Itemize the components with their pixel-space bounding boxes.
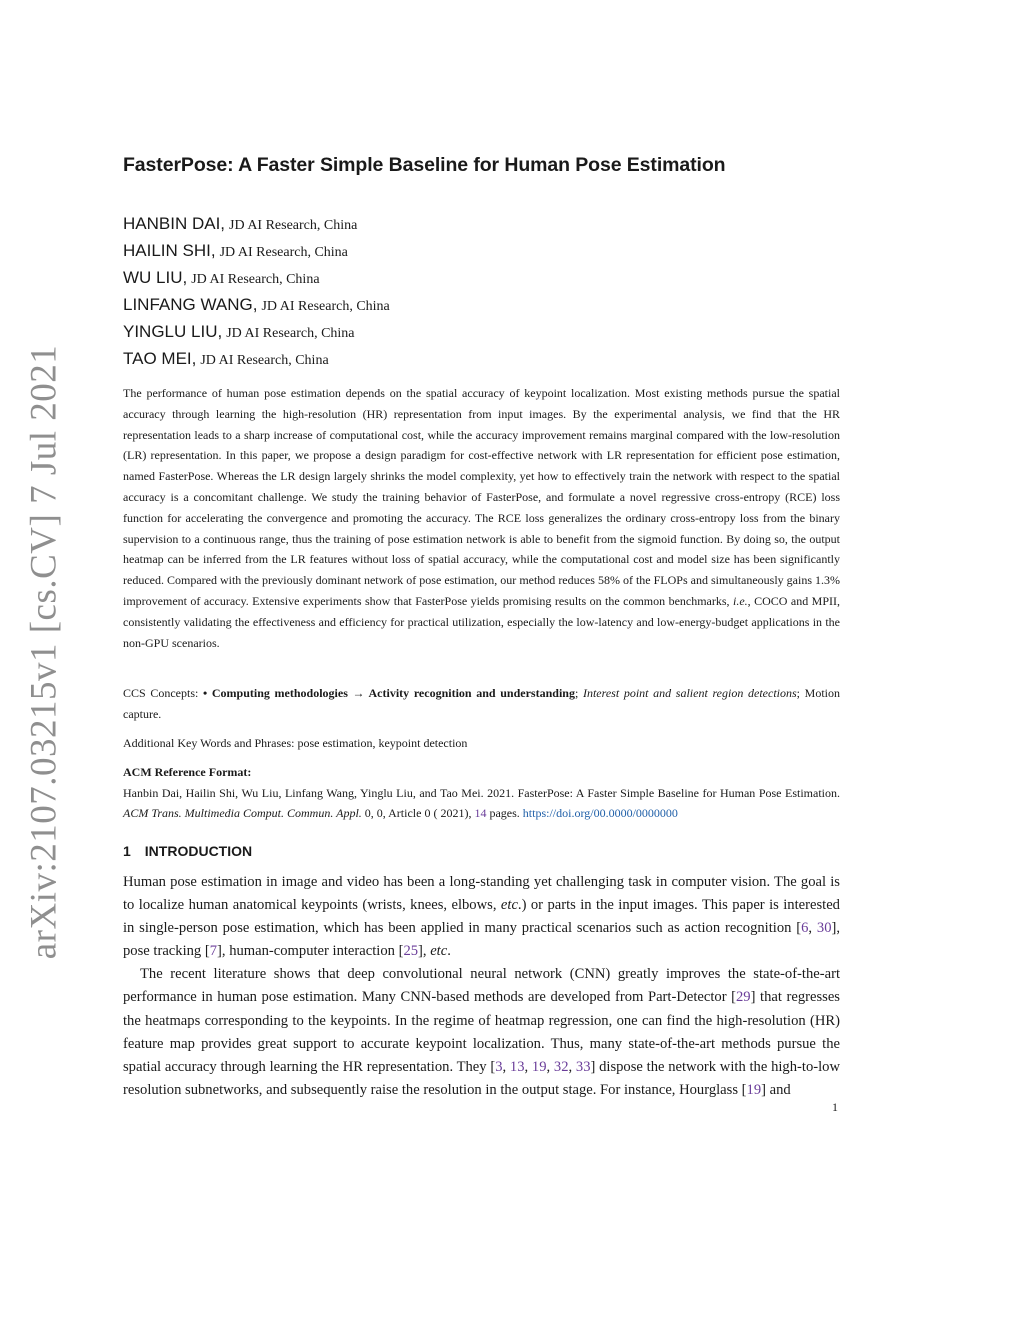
doi-link[interactable]: https://doi.org/00.0000/0000000 (522, 806, 678, 820)
abstract: The performance of human pose estimation depends on the spatial accuracy of keypoint localization. Most existing methods pursue the spatial accuracy through learning the high-resolution (HR) representation from input images. By the experimental analysis, we find that the HR representation leads to a sharp increase of computational cost, while the accuracy improvement remains marginal compared with the low-resolution (LR) representation. In this paper, we propose a design paradigm for cost-effective network with LR representation for efficient pose estimation, named FasterPose. Whereas the LR design largely shrinks the model complexity, yet how to effectively train the network with respect to the spatial accuracy is a concomitant challenge. We study the training behavior of FasterPose, and formulate a novel regressive cross-entropy (RCE) loss function for accelerating the convergence and promoting the accuracy. The RCE loss generalizes the ordinary cross-entropy loss from the binary supervision to a continuous range, thus the training of pose estimation network is able to benefit from the sigmoid function. By doing so, the output heatmap can be inferred from the LR features without loss of spatial accuracy, while the computational cost and model size has been significantly reduced. Compared with the previously dominant network of pose estimation, our method reduces 58% of the FLOPs and simultaneously gains 1.3% improvement of accuracy. Extensive experiments show that FasterPose yields promising results on the common benchmarks, i.e., COCO and MPII, consistently validating the effectiveness and efficiency for practical utilization, especially the low-latency and low-energy-budget applications in the non-GPU scenarios. (123, 386, 840, 650)
citation-link[interactable]: 32 (553, 1058, 569, 1075)
author-name: HAILIN SHI, (123, 241, 216, 260)
author-entry (123, 237, 840, 264)
page-count-link[interactable]: 14 (474, 806, 487, 820)
author-name: HANBIN DAI, (123, 214, 226, 233)
ccs-concepts: CCS Concepts: • Computing methodologies → Activity recognition and understanding; Interest point and salient region detections; Motion capture. (123, 686, 840, 721)
acm-reference-text: Hanbin Dai, Hailin Shi, Wu Liu, Linfang Wang, Yinglu Liu, and Tao Mei. 2021. FasterPose: A Faster Simple Baseline for Human Pose Estimation. ACM Trans. Multimedia Comput. Commun. Appl. 0, 0, Article 0 ( 2021), 14 pages. https://doi.org/00.0000/0000000 (123, 785, 840, 820)
citation-link[interactable]: 3 (495, 1058, 503, 1075)
citation-link[interactable]: 33 (575, 1058, 591, 1075)
paper-title: FasterPose: A Faster Simple Baseline for Human Pose Estimation (123, 154, 726, 176)
intro-paragraph-1: Human pose estimation in image and video has been a long-standing yet challenging task in computer vision. The goal is to localize human anatomical keypoints (wrists, knees, elbows, etc.) or parts in the input images. This paper is interested in single-person pose estimation, which has been applied in many practical scenarios such as action recognition [6, 30], pose tracking [7], human-computer interaction [25], etc. (123, 874, 840, 960)
acm-reference-heading: ACM Reference Format: (123, 765, 252, 779)
author-entry (123, 210, 840, 237)
section-title: INTRODUCTION (144, 843, 253, 859)
author-name: TAO MEI, (123, 349, 197, 368)
citation-link[interactable]: 13 (509, 1058, 525, 1075)
author-entry (123, 264, 840, 291)
author-affiliation: JD AI Research, China (261, 299, 390, 314)
keywords: Additional Key Words and Phrases: pose estimation, keypoint detection (123, 736, 468, 750)
citation-link[interactable]: 19 (746, 1081, 762, 1098)
intro-paragraph-2: The recent literature shows that deep convolutional neural network (CNN) greatly improves the state-of-the-art performance in human pose estimation. Many CNN-based methods are developed from Part-Detector [29] that regresses the heatmaps corresponding to the keypoints. In the regime of heatmap regression, one can find the high-resolution (HR) feature map provides great support to accurate keypoint localization. Thus, many state-of-the-art methods pursue the spatial accuracy through learning the HR representation. They [3, 13, 19, 32, 33] dispose the network with the high-to-low resolution subnetworks, and subsequently raise the resolution in the output stage. For instance, Hourglass [19] and (123, 966, 840, 1098)
citation-link[interactable]: 29 (736, 989, 751, 1006)
author-affiliation: JD AI Research, China (219, 245, 348, 260)
author-list (123, 210, 840, 372)
arxiv-watermark (0, 0, 80, 1325)
page-number: 1 (832, 1100, 838, 1114)
author-entry (123, 291, 840, 318)
citation-link[interactable]: 19 (531, 1058, 547, 1075)
introduction-body (123, 871, 840, 1102)
author-name: YINGLU LIU, (123, 322, 223, 341)
author-affiliation: JD AI Research, China (191, 272, 320, 287)
author-entry (123, 345, 840, 372)
acm-reference-format (123, 762, 840, 824)
citation-link[interactable]: 7 (209, 943, 218, 960)
arxiv-identifier: arXiv:2107.03215v1 [cs.CV] 7 Jul 2021 (23, 344, 65, 960)
citation-link[interactable]: 30 (816, 920, 832, 937)
author-affiliation: JD AI Research, China (226, 326, 355, 341)
author-affiliation: JD AI Research, China (200, 353, 329, 368)
author-entry (123, 318, 840, 345)
citation-link[interactable]: 6 (801, 920, 809, 937)
author-name: LINFANG WANG, (123, 295, 258, 314)
section-heading (123, 843, 252, 859)
section-number: 1 (123, 843, 131, 859)
author-affiliation: JD AI Research, China (229, 218, 358, 233)
citation-link[interactable]: 25 (403, 943, 419, 960)
author-name: WU LIU, (123, 268, 188, 287)
